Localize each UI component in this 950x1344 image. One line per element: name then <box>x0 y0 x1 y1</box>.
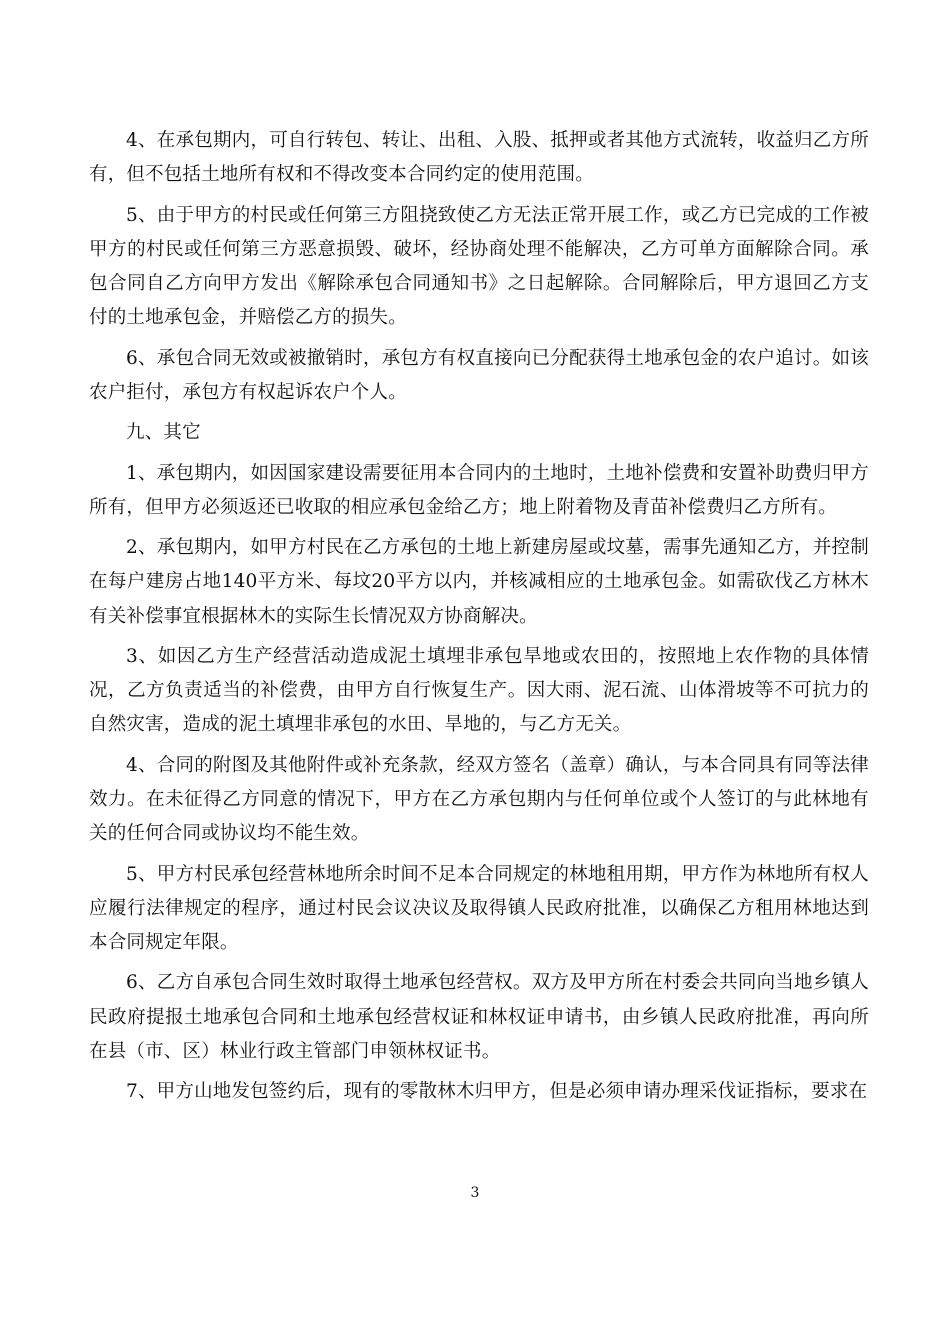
section-heading-other: 九、其它 <box>126 422 201 444</box>
paragraph-clause-6-invalid-contract: 6、承包合同无效或被撤销时，承包方有权直接向已分配获得土地承包金的农户追讨。如该农户拒付，承包方有权起诉农户个人。 <box>89 347 869 403</box>
paragraph-other-3-soil-damage: 3、如因乙方生产经营活动造成泥土填埋非承包旱地或农田的，按照地上农作物的具体情况，乙方负责适当的补偿费，由甲方自行恢复生产。因大雨、泥石流、山体滑坡等不可抗力的自然灾害，造成的泥土填埋非承包的水田、旱地的，与乙方无关。 <box>89 645 869 736</box>
paragraph-other-7-existing-trees: 7、甲方山地发包签约后，现有的零散林木归甲方，但是必须申请办理采伐证指标，要求在 <box>126 1081 868 1103</box>
paragraph-clause-5-termination: 5、由于甲方的村民或任何第三方阻挠致使乙方无法正常开展工作，或乙方已完成的工作被甲方的村民或任何第三方恶意损毁、破坏，经协商处理不能解决，乙方可单方面解除合同。承包合同自乙方向甲方发出《解除承包合同通知书》之日起解除。合同解除后，甲方退回乙方支付的土地承包金，并赔偿乙方的损失。 <box>89 204 869 329</box>
document-body <box>89 124 869 1116</box>
paragraph-other-6-certificates: 6、乙方自承包合同生效时取得土地承包经营权。双方及甲方所在村委会共同向当地乡镇人民政府提报土地承包合同和土地承包经营权证和林权证申请书，由乡镇人民政府批准，再向所在县（市、区）林业行政主管部门申领林权证书。 <box>89 972 869 1062</box>
paragraph-other-1-land-requisition: 1、承包期内，如因国家建设需要征用本合同内的土地时，土地补偿费和安置补助费归甲方所有，但甲方必须返还已收取的相应承包金给乙方；地上附着物及青苗补偿费归乙方所有。 <box>89 462 869 518</box>
page-number: 3 <box>470 1185 480 1201</box>
paragraph-other-5-lease-term: 5、甲方村民承包经营林地所余时间不足本合同规定的林地租用期，甲方作为林地所有权人应履行法律规定的程序，通过村民会议决议及取得镇人民政府批准，以确保乙方租用林地达到本合同规定年限。 <box>89 863 869 953</box>
paragraph-other-2-new-buildings: 2、承包期内，如甲方村民在乙方承包的土地上新建房屋或坟墓，需事先通知乙方，并控制在每户建房占地140平方米、每坟20平方以内，并核减相应的土地承包金。如需砍伐乙方林木有关补偿事宜根据林木的实际生长情况双方协商解决。 <box>89 537 869 627</box>
paragraph-clause-4-transfer: 4、在承包期内，可自行转包、转让、出租、入股、抵押或者其他方式流转，收益归乙方所有，但不包括土地所有权和不得改变本合同约定的使用范围。 <box>89 130 869 186</box>
paragraph-other-4-attachments: 4、合同的附图及其他附件或补充条款，经双方签名（盖章）确认，与本合同具有同等法律效力。在未征得乙方同意的情况下，甲方在乙方承包期内与任何单位或个人签订的与此林地有关的任何合同或协议均不能生效。 <box>89 754 869 845</box>
